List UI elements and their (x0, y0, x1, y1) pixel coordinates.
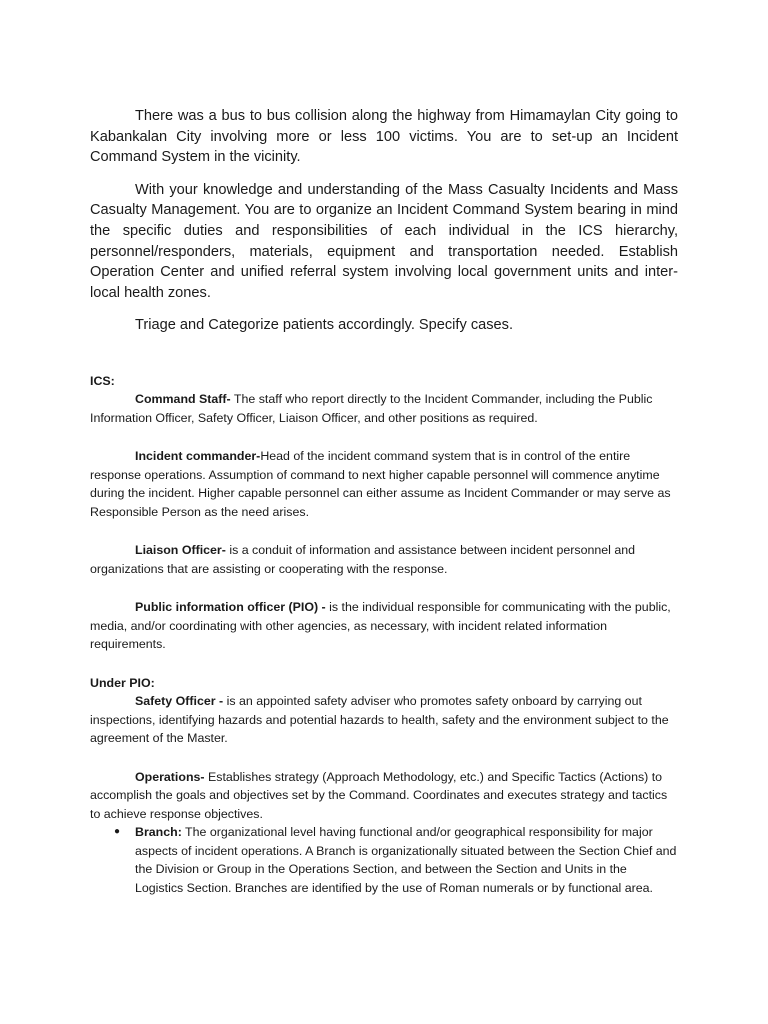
safety-officer-text: is an appointed safety adviser who promotes safety onboard by carrying out inspections, identifying hazards and potential hazards to health, safety and the environment subject to the agreement of the Master. (90, 694, 669, 746)
liaison-officer-definition (90, 541, 678, 578)
command-staff-definition (90, 390, 678, 427)
intro-paragraph-1: There was a bus to bus collision along the highway from Himamaylan City going to Kabankalan City involving more or less 100 victims. You are to set-up an Incident Command System in the vicinity. (90, 108, 678, 166)
command-staff-text: The staff who report directly to the Incident Commander, including the Public Information Officer, Safety Officer, Liaison Officer, and other positions as required. (90, 392, 653, 425)
incident-commander-text: Head of the incident command system that is in control of the entire response operations. Assumption of command to next higher capable personnel will commence anytime during the incident. Higher capable personnel can either assume as Incident Commander or may serve as Responsible Person as the need arises. (90, 449, 671, 519)
ics-heading: ICS: (90, 373, 115, 388)
pio-text: is the individual responsible for communicating with the public, media, and/or coordinating with other agencies, as necessary, with incident related information requirements. (90, 600, 671, 652)
list-item (90, 823, 678, 897)
operations-bullet-list (90, 823, 678, 897)
incident-commander-definition (90, 447, 678, 521)
intro-paragraph-2: With your knowledge and understanding of the Mass Casualty Incidents and Mass Casualty Management. You are to organize an Incident Command System bearing in mind the specific duties and responsibilities of each individual in the ICS hierarchy, personnel/responders, materials, equipment and transportation needed. Establish Operation Center and unified referral system involving local government units and inter-local health zones. (90, 181, 678, 301)
safety-officer-definition (90, 692, 678, 748)
command-staff-term: Command Staff- (135, 392, 231, 407)
incident-commander-term: Incident commander- (135, 449, 261, 464)
liaison-officer-term: Liaison Officer- (135, 543, 226, 558)
intro-paragraph-3: Triage and Categorize patients accordingly. Specify cases. (135, 317, 514, 334)
document-page (90, 106, 678, 897)
operations-definition (90, 768, 678, 824)
branch-text: The organizational level having functional and/or geographical responsibility for major aspects of incident operations. A Branch is organizationally situated between the Section Chief and the Division or Group in the Operations Section, and between the Section and Units in the Logistics Section. Branches are identified by the use of Roman numerals or by functional area. (135, 825, 677, 895)
under-pio-heading: Under PIO: (90, 675, 155, 690)
branch-term: Branch: (135, 825, 182, 840)
operations-text: Establishes strategy (Approach Methodology, etc.) and Specific Tactics (Actions) to accomplish the goals and objectives set by the Command. Coordinates and executes strategy and tactics to achieve response objectives. (90, 769, 668, 821)
pio-term: Public information officer (PIO) - (135, 600, 326, 615)
pio-definition (90, 598, 678, 654)
liaison-officer-text: is a conduit of information and assistance between incident personnel and organizations that are assisting or cooperating with the response. (90, 543, 636, 576)
operations-term: Operations- (135, 769, 205, 784)
bullet-icon: ● (114, 826, 121, 838)
safety-officer-term: Safety Officer - (135, 694, 224, 709)
